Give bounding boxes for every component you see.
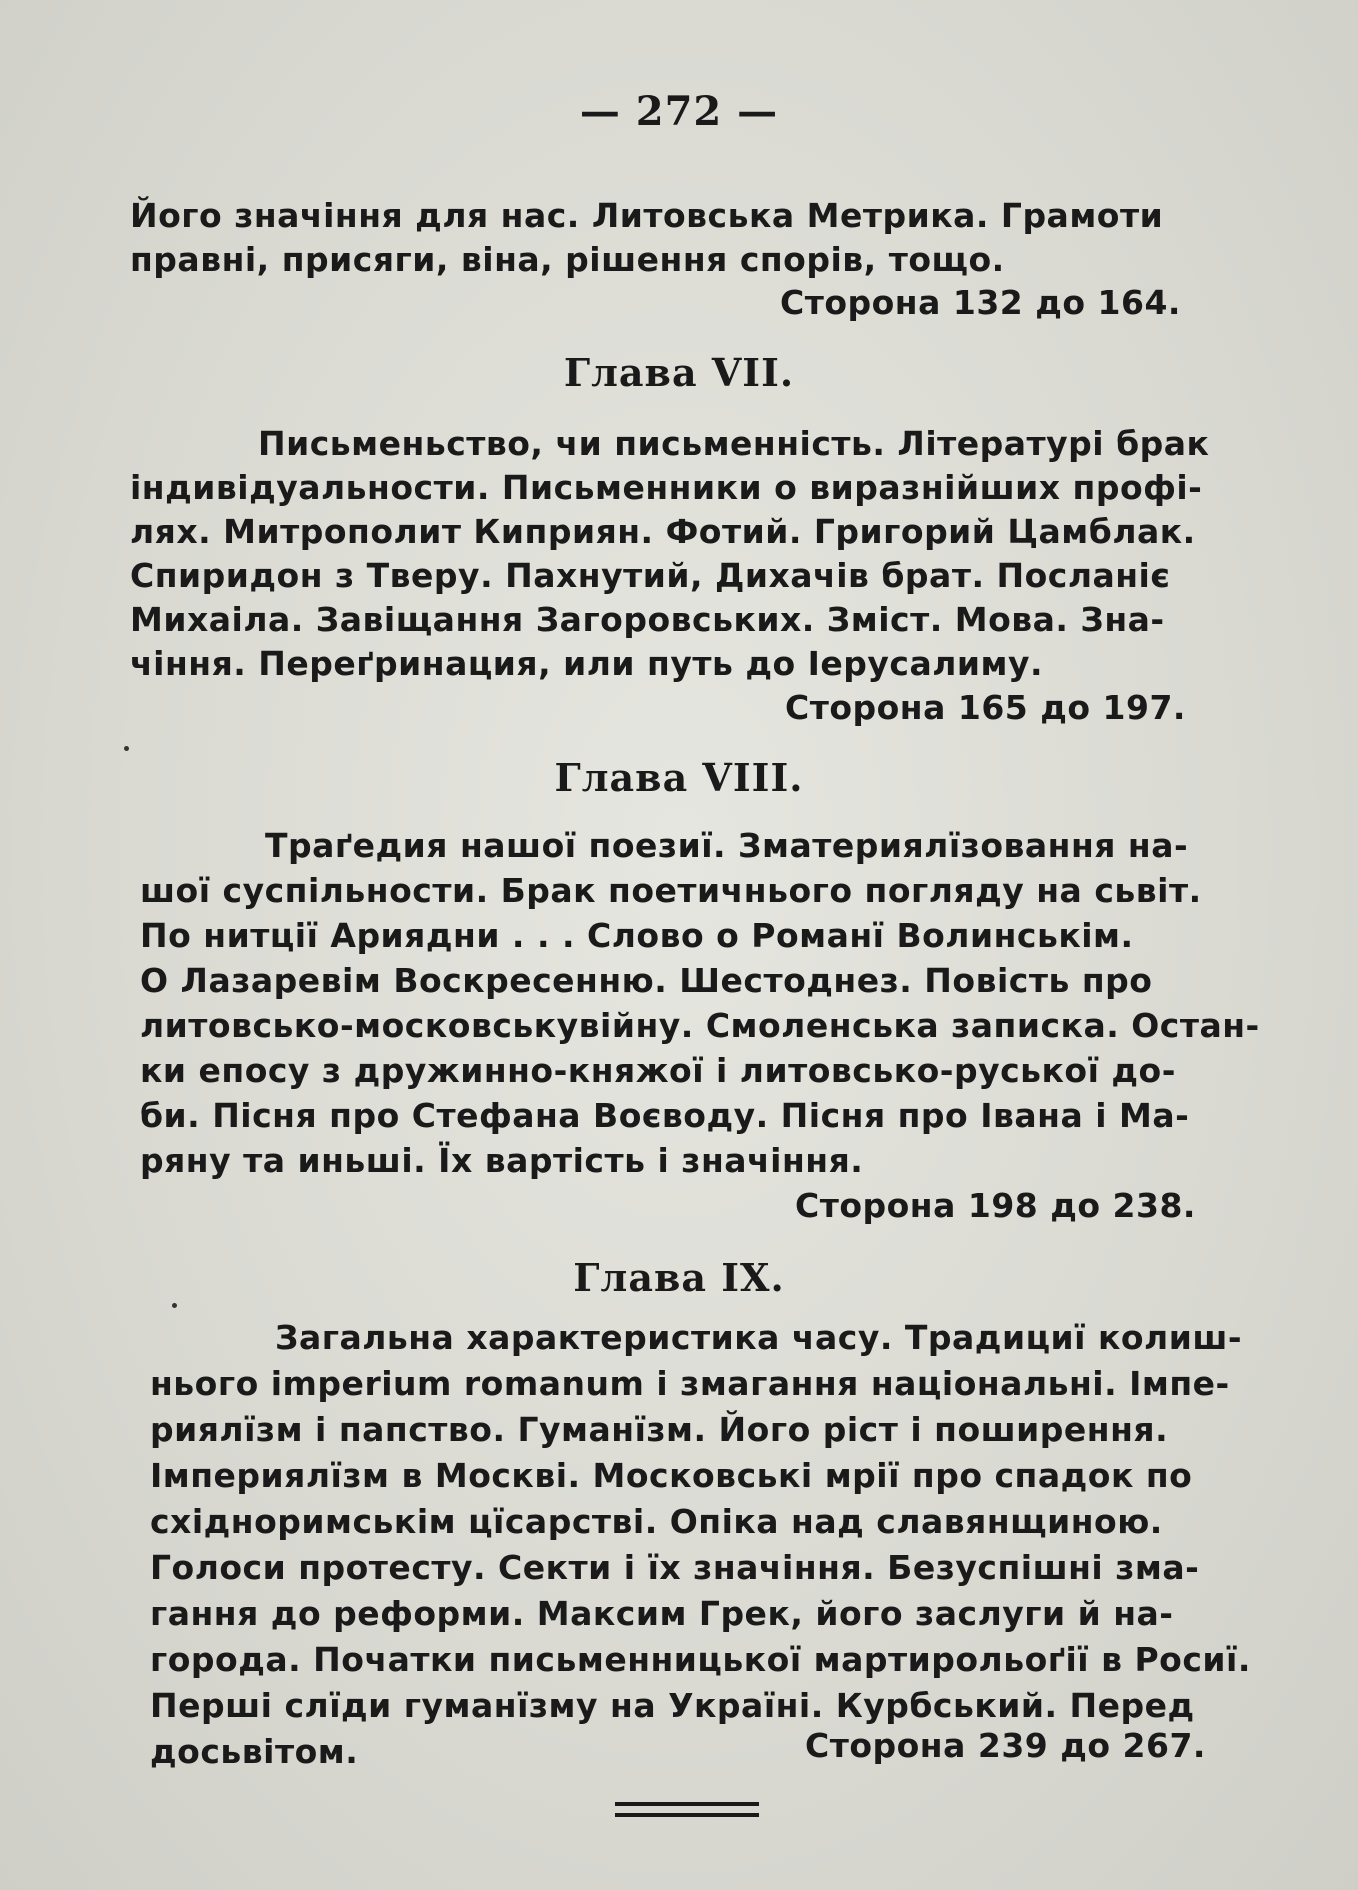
end-rule-bottom — [615, 1813, 759, 1817]
text-line: Його значіння для нас. Литовська Метрика. Грамоти — [130, 196, 1164, 235]
text-line: індивідуальности. Письменники о виразнійших профі- — [130, 468, 1203, 507]
text-line: Голоси протесту. Секти і їх значіння. Безуспішні зма- — [150, 1548, 1200, 1587]
text-line: ки епосу з дружинно-княжої і литовсько-руської до- — [140, 1051, 1176, 1090]
chapter-heading: Глава VIII. — [554, 755, 804, 800]
page-range: Сторона 165 до 197. — [785, 688, 1186, 727]
page-number: — 272 — — [579, 88, 779, 135]
text-line: шої суспільности. Брак поетичнього погляду на сьвіт. — [140, 871, 1202, 910]
text-line: досьвітом. — [150, 1732, 359, 1771]
text-line: чіння. Переґринация, или путь до Іерусалиму. — [130, 644, 1044, 683]
text-line: Михаіла. Завіщання Загоровських. Зміст. Мова. Зна- — [130, 600, 1165, 639]
text-line: гання до реформи. Максим Грек, його заслуги й на- — [150, 1594, 1174, 1633]
print-speck — [172, 1303, 177, 1308]
text-line: города. Початки письменницької мартирольоґії в Росиї. — [150, 1640, 1251, 1679]
end-rule-top — [615, 1802, 759, 1806]
text-line: О Лазаревім Воскресенню. Шестоднез. Повість про — [140, 961, 1153, 1000]
text-line: риялїзм і папство. Гуманїзм. Його ріст і поширення. — [150, 1410, 1169, 1449]
text-line: Загальна характеристика часу. Традициї колиш- — [275, 1318, 1243, 1357]
text-line: Письменьство, чи письменність. Літературі брак — [258, 424, 1210, 463]
page-range: Сторона 132 до 164. — [780, 283, 1181, 322]
text-line: східноримськім цїсарстві. Опіка над славянщиною. — [150, 1502, 1163, 1541]
chapter-heading: Глава IX. — [573, 1255, 785, 1300]
text-line: Спиридон з Тверу. Пахнутий, Дихачів брат. Посланіє — [130, 556, 1171, 595]
chapter-heading: Глава VII. — [563, 350, 795, 395]
text-line: правні, присяги, віна, рішення спорів, тощо. — [130, 240, 1005, 279]
text-line: ряну та иньші. Їх вартість і значіння. — [140, 1141, 864, 1180]
text-line: По нитції Ариядни . . . Слово о Романї Волинськім. — [140, 916, 1134, 955]
text-line: Траґедия нашої поезиї. Зматериялїзовання на- — [265, 826, 1189, 865]
text-line: нього imperium romanum і змагання національні. Імпе- — [150, 1364, 1230, 1403]
page-range: Сторона 198 до 238. — [795, 1186, 1196, 1225]
text-line: литовсько-московськувійну. Смоленська записка. Остан- — [140, 1006, 1260, 1045]
page-range: Сторона 239 до 267. — [805, 1726, 1206, 1765]
text-line: Перші слїди гуманїзму на Україні. Курбський. Перед — [150, 1686, 1195, 1725]
text-line: лях. Митрополит Киприян. Фотий. Григорий Цамблак. — [130, 512, 1196, 551]
print-speck — [124, 746, 129, 751]
text-line: Імпериялїзм в Москві. Московські мрії про спадок по — [150, 1456, 1193, 1495]
text-line: би. Пісня про Стефана Воєводу. Пісня про Івана і Ма- — [140, 1096, 1190, 1135]
